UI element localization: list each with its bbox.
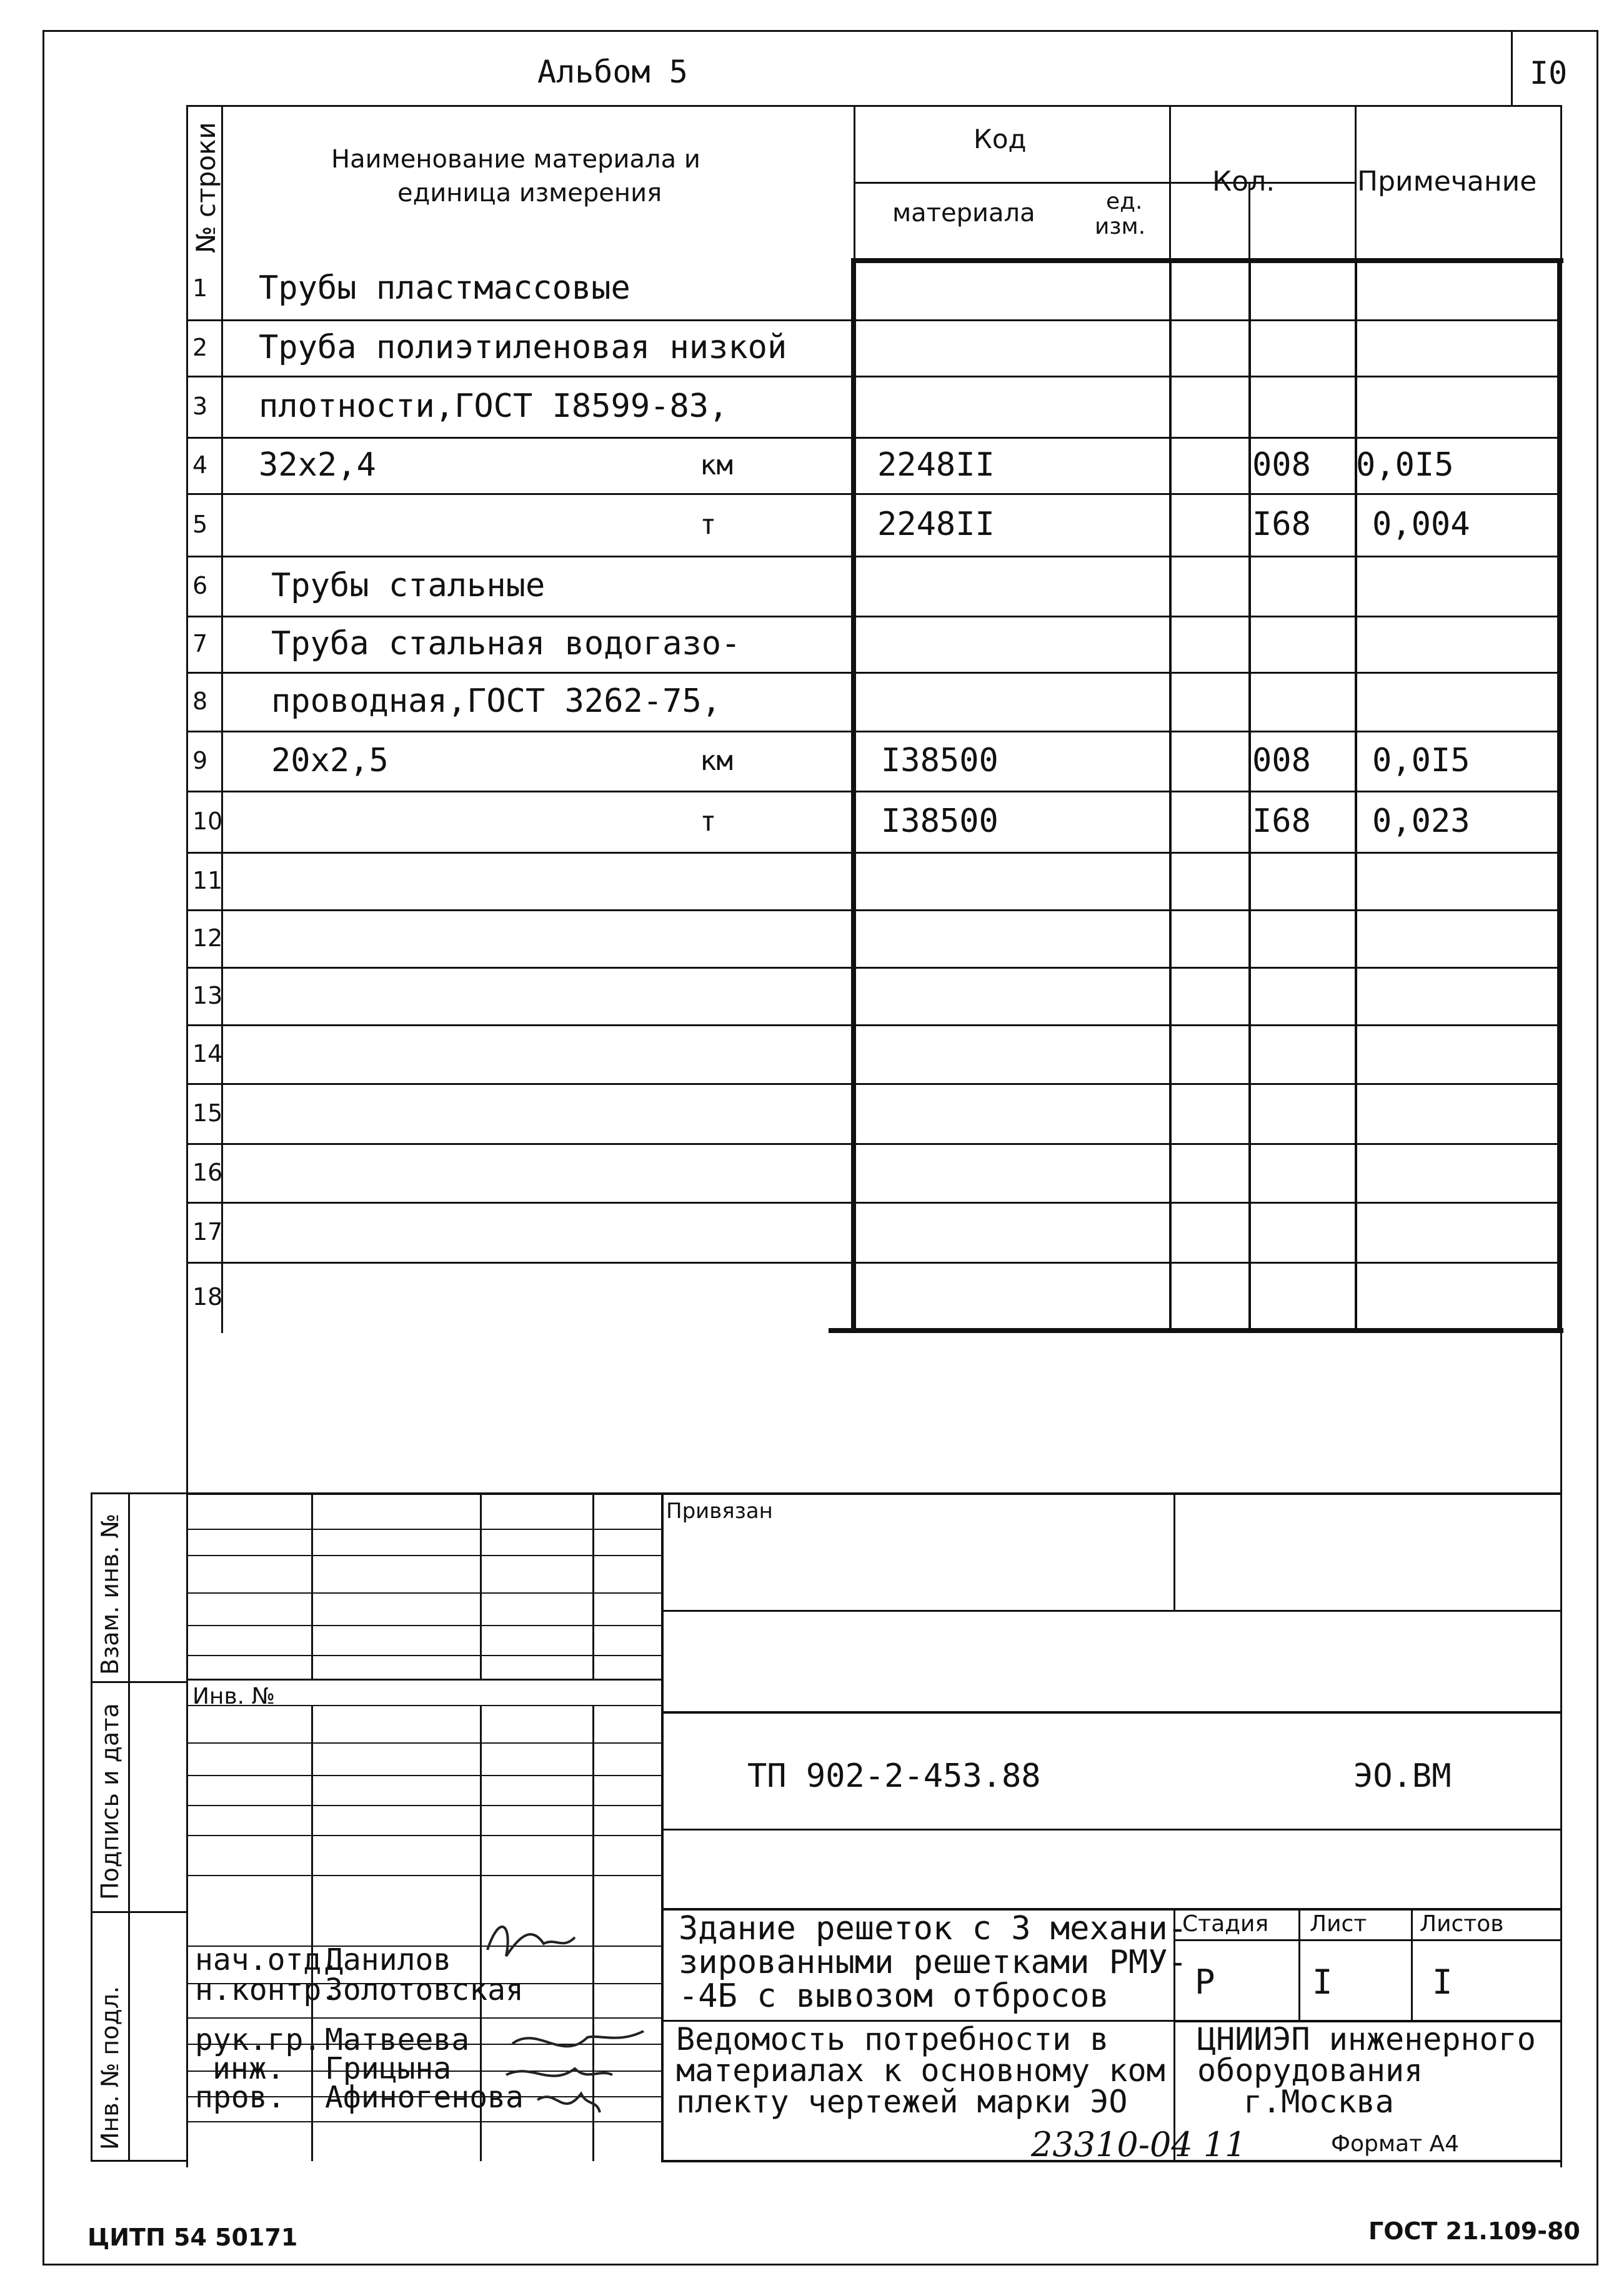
row-number: 11 [192, 867, 223, 895]
header-name-line2: единица измерения [397, 179, 662, 207]
person-name-4: Грицына [325, 2051, 452, 2086]
table-row [186, 1026, 1561, 1084]
stamp-building-2: зированными решетками РМУ- [679, 1944, 1187, 1981]
corner-box-left [1511, 30, 1513, 105]
stamp-doc-mark: ЭО.ВМ [1353, 1757, 1452, 1795]
handwritten-number: 23310-04 11 [1031, 2125, 1247, 2164]
stamp-privyazan: Привязан [666, 1499, 773, 1524]
row-number: 13 [192, 982, 223, 1010]
header-name-line1: Наименование материала и [331, 145, 700, 174]
side-div-2 [91, 1911, 186, 1913]
table-row [186, 377, 1561, 438]
footer-left: ЦИТП 54 50171 [87, 2224, 298, 2251]
table-row [186, 673, 1561, 732]
row-number: 6 [192, 572, 208, 600]
stamp-org-1: ЦНИИЭП инженерного [1197, 2021, 1536, 2057]
row-unit-code: I68 [1252, 802, 1311, 840]
row-material-name: Труба полиэтиленовая низкой [259, 328, 787, 366]
row-quantity: 0,0I5 [1356, 446, 1454, 484]
table-row [186, 1203, 1561, 1263]
side-column-right [128, 1492, 130, 2161]
table-header [186, 105, 1561, 258]
table-row [186, 438, 1561, 494]
header-qty: Кол. [1212, 166, 1275, 197]
table-row [186, 911, 1561, 968]
row-quantity: 0,0I5 [1372, 741, 1470, 779]
table-row [186, 617, 1561, 673]
stamp-building-1: Здание решеток с 3 механи- [679, 1910, 1187, 1947]
row-material-name: 32х2,4 [259, 446, 376, 484]
format-label: Формат А4 [1331, 2131, 1460, 2157]
person-name-5: Афиногенова [325, 2080, 524, 2115]
row-number: 14 [192, 1040, 223, 1068]
stamp-sheets: I [1432, 1962, 1453, 2002]
stamp-org-3: г.Москва [1243, 2084, 1394, 2120]
row-unit: км [700, 744, 733, 777]
row-number: 8 [192, 687, 208, 716]
stamp-stage-label: Стадия [1182, 1911, 1269, 1937]
row-number: 1 [192, 274, 208, 302]
row-number: 18 [192, 1283, 223, 1311]
row-material-name: проводная,ГОСТ 3262-75, [271, 682, 722, 720]
stamp-sheets-label: Листов [1420, 1911, 1504, 1937]
header-code-unit-1: ед. [1106, 189, 1143, 214]
side-podpis-data: Подпись и дата [96, 1703, 124, 1900]
row-number: 4 [192, 451, 208, 479]
row-number: 5 [192, 511, 208, 539]
row-unit-code: 008 [1252, 741, 1311, 779]
stamp-title-3: плекту чертежей марки ЭО [676, 2084, 1128, 2120]
table-row [186, 968, 1561, 1026]
table-row [186, 494, 1561, 557]
table-row [186, 792, 1561, 853]
person-role-5: пров. [195, 2080, 286, 2115]
table-row [186, 853, 1561, 911]
row-unit: т [700, 805, 717, 837]
side-bottom [91, 2160, 186, 2162]
frame-bottom [42, 2264, 1598, 2266]
person-role-3: рук.гр. [195, 2022, 322, 2057]
row-material-name: Трубы стальные [271, 566, 545, 604]
row-unit-code: I68 [1252, 505, 1311, 543]
row-quantity: 0,023 [1372, 802, 1470, 840]
frame-right [1597, 30, 1598, 2266]
footer-right: ГОСТ 21.109-80 [1368, 2217, 1580, 2245]
row-material-name: Труба стальная водогазо- [271, 624, 741, 662]
person-role-4: инж. [212, 2051, 285, 2086]
stamp-stage: Р [1195, 1962, 1215, 2002]
row-material-name: плотности,ГОСТ I8599-83, [259, 387, 729, 425]
row-unit: км [700, 449, 733, 481]
row-material-code: I38500 [881, 802, 999, 840]
row-number: 10 [192, 807, 223, 836]
side-top [91, 1492, 186, 1494]
table-row [186, 258, 1561, 321]
header-code-unit-2: изм. [1095, 214, 1146, 239]
person-name-2: Золотовская [325, 1972, 524, 2007]
row-quantity: 0,004 [1372, 505, 1470, 543]
sheet-corner-number: I0 [1530, 55, 1568, 91]
frame-left [42, 30, 44, 2266]
side-div-1 [91, 1681, 186, 1683]
side-inv-podl: Инв. № подл. [96, 1986, 124, 2150]
stamp-sheet-label: Лист [1310, 1911, 1367, 1937]
header-row-no: № строки [191, 122, 221, 253]
side-vzam-inv: Взам. инв. № [96, 1513, 124, 1675]
row-unit: т [700, 508, 717, 541]
stamp-title-1: Ведомость потребности в [676, 2021, 1109, 2057]
table-row [186, 1263, 1561, 1333]
person-role-2: н.контр. [195, 1972, 340, 2007]
row-material-code: I38500 [881, 741, 999, 779]
table-row [186, 321, 1561, 377]
table-row [186, 1144, 1561, 1203]
frame-top [42, 30, 1598, 32]
side-column-left [91, 1492, 92, 2161]
stamp-inv-no: Инв. № [192, 1684, 276, 1709]
row-material-code: 2248II [877, 505, 995, 543]
header-note: Примечание [1357, 166, 1537, 197]
stamp-sheet: I [1312, 1962, 1333, 2002]
row-number: 7 [192, 630, 208, 658]
row-number: 15 [192, 1099, 223, 1127]
stamp-doc-code: ТП 902-2-453.88 [747, 1757, 1041, 1795]
row-material-name: Трубы пластмассовые [259, 269, 630, 307]
row-number: 12 [192, 924, 223, 952]
row-number: 2 [192, 334, 208, 362]
row-number: 17 [192, 1218, 223, 1246]
person-role-1: нач.отд. [195, 1942, 340, 1977]
header-code-material: материала [892, 199, 1035, 227]
table-row [186, 557, 1561, 617]
row-number: 16 [192, 1159, 223, 1187]
row-number: 9 [192, 747, 208, 775]
stamp-title-2: материалах к основному ком [676, 2052, 1165, 2089]
row-number: 3 [192, 392, 208, 421]
table-row [186, 1084, 1561, 1144]
row-unit-code: 008 [1252, 446, 1311, 484]
signatures-icon [462, 1900, 650, 2125]
album-label: Альбом 5 [537, 54, 688, 90]
stamp-org-2: оборудования [1197, 2052, 1423, 2089]
row-material-code: 2248II [877, 446, 995, 484]
person-name-1: Данилов [325, 1942, 452, 1977]
header-code: Код [974, 124, 1027, 154]
table-row [186, 732, 1561, 792]
row-material-name: 20х2,5 [271, 741, 389, 779]
table-body [186, 258, 1561, 1333]
stamp-building-3: -4Б с вывозом отбросов [679, 1977, 1109, 2015]
person-name-3: Матвеева [325, 2022, 470, 2057]
